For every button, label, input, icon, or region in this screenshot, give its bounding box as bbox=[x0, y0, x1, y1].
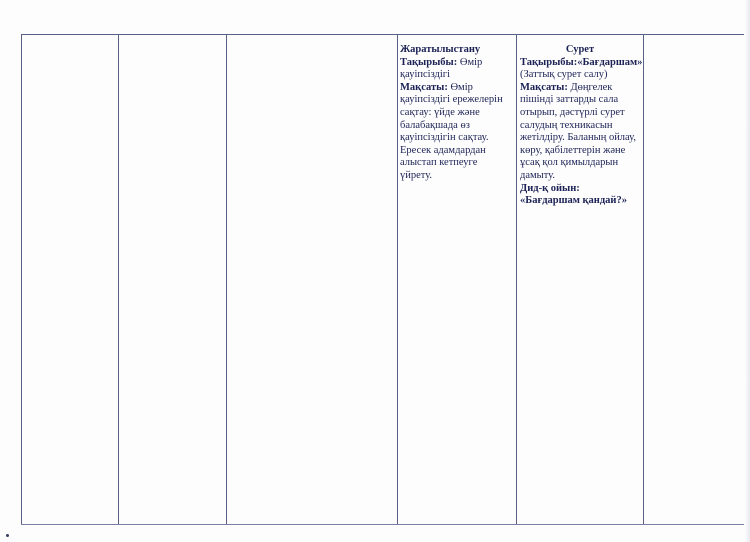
topic-value-natural-science: Өмір қауіпсіздігі bbox=[400, 56, 483, 81]
table-bottom-border bbox=[21, 524, 744, 525]
goal-value-drawing: Дөңгелек пішінді заттарды сала отырып, дәстүрлі сурет салудың техникасын жетілдіру. Баланың ойлау, көру, қабілеттерін және ұсақ қол қимылдарын дамыту. bbox=[520, 81, 637, 181]
table-col-border-1 bbox=[118, 34, 119, 524]
scan-dust-speck bbox=[6, 534, 9, 537]
topic-note-drawing: (Заттық сурет салу) bbox=[520, 69, 608, 81]
table-col-border-3 bbox=[397, 34, 398, 524]
goal-value-natural-science: Өмір қауіпсіздігі ережелерін сақтау: үйде және балабақшада өз қауіпсіздігін сақтау. Ересек адамдардан алыстап кетпеуге үйрету. bbox=[400, 81, 503, 181]
topic-label-drawing: Тақырыбы: bbox=[520, 56, 578, 68]
topic-label-natural-science: Тақырыбы: bbox=[400, 56, 458, 68]
cell-natural-science bbox=[400, 44, 512, 183]
topic-value-drawing: «Бағдаршам» bbox=[577, 56, 643, 68]
subject-natural-science: Жаратылыстану bbox=[400, 44, 481, 55]
scan-edge-shadow bbox=[744, 0, 750, 542]
table-col-border-4 bbox=[516, 34, 517, 524]
goal-label-drawing: Мақсаты: bbox=[520, 81, 568, 93]
table-top-border bbox=[21, 34, 744, 35]
subject-drawing: Сурет bbox=[565, 44, 595, 55]
table-col-border-0 bbox=[21, 34, 22, 524]
cell-drawing bbox=[520, 44, 643, 208]
game-label-drawing: Дид-қ ойын: bbox=[520, 182, 580, 194]
table-col-border-5 bbox=[643, 34, 644, 524]
table-col-border-2 bbox=[226, 34, 227, 524]
goal-label-natural-science: Мақсаты: bbox=[400, 81, 448, 93]
game-value-drawing: «Бағдаршам қандай?» bbox=[520, 195, 627, 207]
